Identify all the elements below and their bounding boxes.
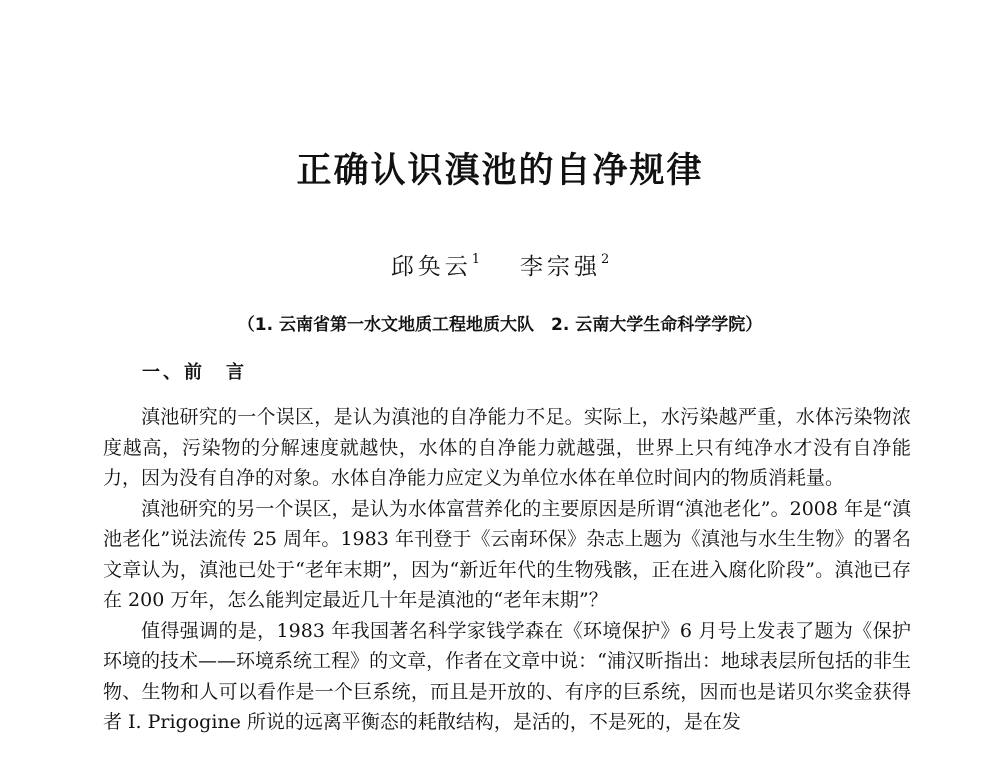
paper-title: 正确认识滇池的自净规律 <box>296 150 704 191</box>
author-1 <box>391 252 480 282</box>
author-line <box>0 252 1000 282</box>
author-2-affiliation-mark: 2 <box>601 252 610 267</box>
body-paragraph-3: 值得强调的是，1983 年我国著名科学家钱学森在《环境保护》6 月号上发表了题为《保护环境的技术——环境系统工程》的文章，作者在文章中说：“浦汉昕指出：地球表层所包括的非生物、生物和人可以看作是一个巨系统，而且是开放的、有序的巨系统，因而也是诺贝尔奖金获得者 I. Prigogine 所说的远离平衡态的耗散结构，是活的，不是死的，是在发 <box>103 619 911 733</box>
author-2-name: 李宗强 <box>520 254 601 280</box>
body-paragraph-2: 滇池研究的另一个误区，是认为水体富营养化的主要原因是所谓“滇池老化”。2008 年是“滇池老化”说法流传 25 周年。1983 年刊登于《云南环保》杂志上题为《滇池与水生生物》的署名文章认为，滇池已处于“老年末期”，因为“新近年代的生物残骸，正在进入腐化阶段”。滇池已存在 200 万年，怎么能判定最近几十年是滇池的“老年末期”？ <box>103 497 911 611</box>
author-1-name: 邱奂云 <box>390 254 472 280</box>
body-paragraph-1: 滇池研究的一个误区，是认为滇池的自净能力不足。实际上，水污染越严重，水体污染物浓度越高，污染物的分解速度就越快，水体的自净能力就越强，世界上只有纯净水才没有自净能力，因为没有自净的对象。水体自净能力应定义为单位水体在单位时间内的物质消耗量。 <box>103 406 911 489</box>
author-2 <box>520 252 609 282</box>
article-body <box>103 402 911 738</box>
section-heading-introduction: 一、前 言 <box>142 362 247 383</box>
author-1-affiliation-mark: 1 <box>471 252 480 267</box>
affiliations: （1. 云南省第一水文地质工程地质大队 2. 云南大学生命科学学院） <box>237 315 763 335</box>
